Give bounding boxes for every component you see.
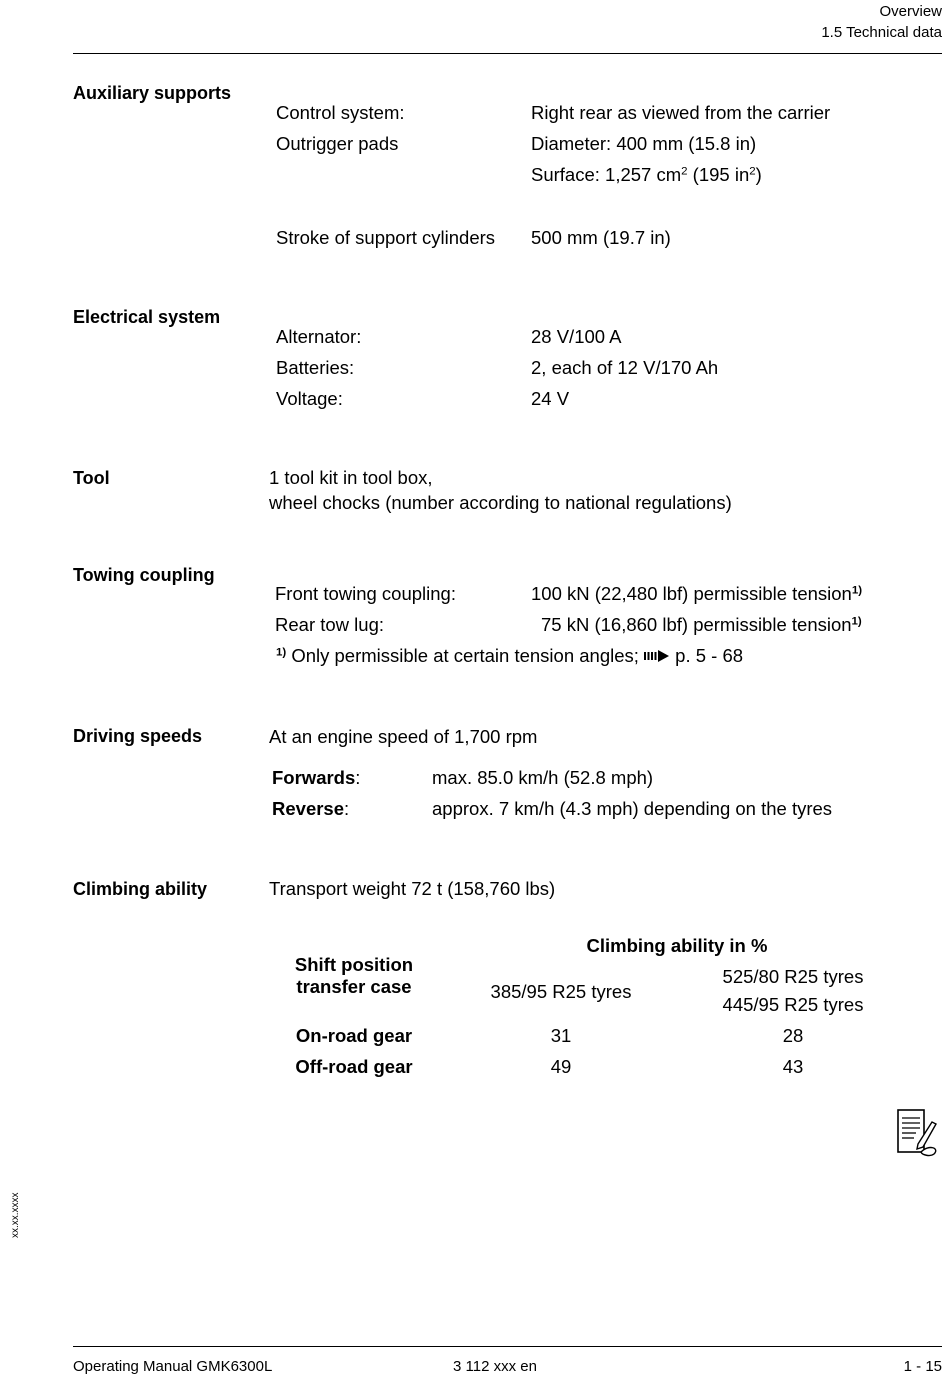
climbing-table-group-header: Climbing ability in % — [586, 935, 768, 956]
voltage-value: 24 V — [531, 388, 570, 409]
reference-arrow-icon — [644, 645, 670, 666]
reverse-label: Reverse: — [272, 798, 350, 819]
rear-tow-lug-label: Rear tow lug: — [275, 614, 384, 635]
stroke-value: 500 mm (19.7 in) — [531, 227, 671, 248]
section-title-climbing-ability: Climbing ability — [73, 879, 208, 899]
alternator-label: Alternator: — [276, 326, 362, 347]
row-header-line-1: Shift position — [294, 954, 414, 975]
towing-footnote: $^{1)}$ Only permissible at certain tension angles; p. 5 - 68 — [276, 645, 744, 666]
header-rule — [73, 53, 942, 54]
table-row-label: On-road gear — [295, 1025, 413, 1046]
outrigger-pads-label: Outrigger pads — [276, 133, 399, 154]
section-title-auxiliary-supports: Auxiliary supports — [73, 83, 232, 103]
row-header-line-2: transfer case — [296, 976, 412, 997]
section-title-tool: Tool — [73, 468, 110, 488]
table-cell: 43 — [782, 1056, 804, 1077]
control-system-value: Right rear as viewed from the carrier — [531, 102, 831, 123]
outrigger-pads-diameter: Diameter: 400 mm (15.8 in) — [531, 133, 757, 154]
footer-manual-title: Operating Manual GMK6300L — [73, 1358, 273, 1375]
stroke-label: Stroke of support cylinders — [276, 227, 496, 248]
outrigger-pads-surface: Surface: 1,257 $cm^2$ (195 $in^2$) — [531, 164, 762, 185]
col-header-445-95: 445/95 R25 tyres — [722, 994, 864, 1015]
col-header-525-80: 525/80 R25 tyres — [722, 966, 864, 987]
table-cell: 28 — [782, 1025, 804, 1046]
table-row-label: Off-road gear — [295, 1056, 413, 1077]
table-cell: 49 — [550, 1056, 572, 1077]
forwards-label: Forwards: — [272, 767, 361, 788]
control-system-label: Control system: — [276, 102, 405, 123]
footer-rule — [73, 1346, 942, 1347]
batteries-label: Batteries: — [276, 357, 355, 378]
side-document-code: xx.xx.xxxx — [10, 1192, 21, 1238]
reverse-value: approx. 7 km/h (4.3 mph) depending on the tyres — [432, 798, 833, 819]
section-title-driving-speeds: Driving speeds — [73, 726, 203, 746]
table-cell: 31 — [550, 1025, 572, 1046]
footer-page-number: 1 - 15 — [903, 1358, 942, 1375]
header-section: 1.5 Technical data — [821, 24, 942, 41]
front-towing-label: Front towing coupling: — [275, 583, 456, 604]
footer-document-number: 3 112 xxx en — [453, 1358, 537, 1375]
alternator-value: 28 V/100 A — [531, 326, 622, 347]
forwards-value: max. 85.0 km/h (52.8 mph) — [432, 767, 654, 788]
header-chapter: Overview — [879, 3, 942, 20]
batteries-value: 2, each of 12 V/170 Ah — [531, 357, 719, 378]
page-reference: p. 5 - 68 — [670, 645, 744, 666]
tool-line-2: wheel chocks (number according to national regulations) — [269, 492, 732, 513]
tool-line-1: 1 tool kit in tool box, — [269, 467, 433, 488]
col-header-385-95: 385/95 R25 tyres — [490, 981, 632, 1002]
section-title-electrical-system: Electrical system — [73, 307, 221, 327]
climbing-intro: Transport weight 72 t (158,760 lbs) — [269, 878, 556, 899]
section-title-towing-coupling: Towing coupling — [73, 565, 215, 585]
driving-speeds-intro: At an engine speed of 1,700 rpm — [269, 726, 538, 747]
note-pencil-icon — [896, 1108, 942, 1163]
voltage-label: Voltage: — [276, 388, 343, 409]
front-towing-value: 100 kN (22,480 lbf) permissible tension$^{1)}$ — [531, 583, 863, 604]
rear-tow-lug-value: 75 kN (16,860 lbf) permissible tension$^{1)}$ — [541, 614, 862, 635]
